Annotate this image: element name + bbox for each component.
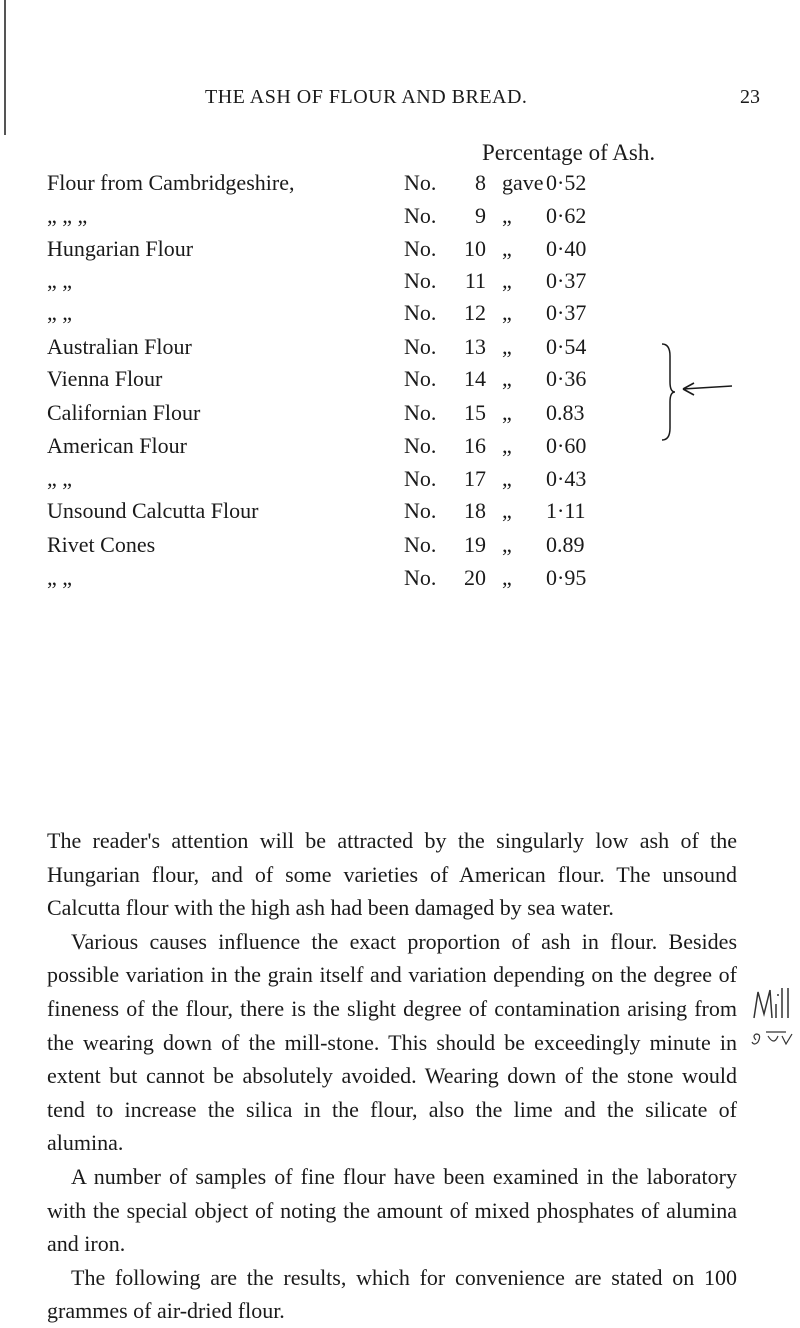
ash-percentage: 0·60 (546, 433, 587, 458)
sample-number: 8 (475, 170, 486, 195)
table-row (0, 400, 800, 434)
sample-no-label: No. (404, 268, 437, 293)
gave-label: gave (502, 170, 544, 195)
flour-name: „ „ (47, 268, 73, 293)
sample-number: 20 (464, 565, 486, 590)
paragraph: The following are the results, which for convenience are stated on 100 grammes of air-dried flour. (47, 1264, 737, 1324)
table-row (0, 433, 800, 467)
sample-no-label: No. (404, 334, 437, 359)
ash-percentage: 0·40 (546, 236, 587, 261)
flour-name: „ „ (47, 300, 73, 325)
table-column-title: Percentage of Ash. (482, 140, 656, 165)
flour-name: „ „ (47, 466, 73, 491)
flour-name: Australian Flour (47, 334, 192, 359)
table-row (0, 203, 800, 237)
gave-label: „ (502, 433, 512, 458)
ash-percentage: 0·36 (546, 366, 587, 391)
table-row (0, 268, 800, 302)
ash-percentage: 0·52 (546, 170, 587, 195)
sample-no-label: No. (404, 565, 437, 590)
handwritten-margin-note (748, 980, 800, 1060)
sample-no-label: No. (404, 498, 437, 523)
flour-name: Unsound Calcutta Flour (47, 498, 259, 523)
flour-name: „ „ (47, 565, 73, 590)
ash-percentage: 0·95 (546, 565, 587, 590)
running-head: THE ASH OF FLOUR AND BREAD. (205, 86, 528, 108)
table-row (0, 498, 800, 532)
page-number: 23 (740, 86, 760, 108)
gave-label: „ (502, 532, 512, 557)
flour-name: Flour from Cambridgeshire, (47, 170, 295, 195)
sample-no-label: No. (404, 300, 437, 325)
sample-number: 13 (464, 334, 486, 359)
table-row (0, 466, 800, 500)
sample-number: 16 (464, 433, 486, 458)
sample-number: 11 (464, 268, 486, 293)
gave-label: „ (502, 203, 512, 228)
gave-label: „ (502, 334, 512, 359)
sample-number: 17 (464, 466, 486, 491)
ash-percentage: 0·62 (546, 203, 587, 228)
sample-no-label: No. (404, 433, 437, 458)
paragraph: A number of samples of fine flour have been examined in the laboratory with the special object of noting the amount of mixed phosphates of alumina and iron. (47, 1163, 737, 1257)
sample-no-label: No. (404, 532, 437, 557)
gave-label: „ (502, 300, 512, 325)
table-row (0, 170, 800, 204)
sample-number: 14 (464, 366, 486, 391)
left-arrow-icon (680, 380, 736, 398)
table-row (0, 334, 800, 368)
flour-name: „ „ „ (47, 203, 88, 228)
table-row (0, 236, 800, 270)
sample-number: 12 (464, 300, 486, 325)
ash-percentage: 0·43 (546, 466, 587, 491)
sample-number: 10 (464, 236, 486, 261)
paragraph: Various causes influence the exact proportion of ash in flour. Besides possible variation in the grain itself and variation depending on the degree of fineness of the flour, there is the slight degree of contamination arising from the wearing down of the mill-stone. This should be exceedingly minute in extent but cannot be absolutely avoided. Wearing down of the stone would tend to increase the silica in the flour, also the lime and the silicate of alumina. (47, 928, 737, 1156)
flour-name: Hungarian Flour (47, 236, 194, 261)
table-row (0, 300, 800, 334)
sample-number: 19 (464, 532, 486, 557)
gave-label: „ (502, 466, 512, 491)
sample-no-label: No. (404, 400, 437, 425)
body-text (47, 824, 737, 1328)
gave-label: „ (502, 366, 512, 391)
flour-name: Californian Flour (47, 400, 201, 425)
sample-number: 18 (464, 498, 486, 523)
flour-name: Vienna Flour (47, 366, 163, 391)
sample-no-label: No. (404, 236, 437, 261)
ash-percentage: 0.83 (546, 400, 585, 425)
ash-percentage: 0·37 (546, 300, 587, 325)
brace-icon (660, 342, 676, 442)
flour-name: Rivet Cones (47, 532, 156, 557)
ash-percentage: 0.89 (546, 532, 585, 557)
paragraph: The reader's attention will be attracted by the singularly low ash of the Hungarian flour, and of some varieties of American flour. The unsound Calcutta flour with the high ash had been damaged by sea water. (47, 828, 737, 921)
table-row (0, 532, 800, 566)
sample-number: 15 (464, 400, 486, 425)
sample-no-label: No. (404, 170, 437, 195)
page-edge-line (4, 0, 6, 135)
ash-percentage: 0·37 (546, 268, 587, 293)
ash-percentage: 1·11 (546, 498, 586, 523)
gave-label: „ (502, 400, 512, 425)
sample-no-label: No. (404, 366, 437, 391)
gave-label: „ (502, 498, 512, 523)
flour-name: American Flour (47, 433, 187, 458)
sample-no-label: No. (404, 203, 437, 228)
gave-label: „ (502, 236, 512, 261)
ash-percentage: 0·54 (546, 334, 587, 359)
gave-label: „ (502, 268, 512, 293)
gave-label: „ (502, 565, 512, 590)
sample-no-label: No. (404, 466, 437, 491)
sample-number: 9 (475, 203, 486, 228)
table-row (0, 565, 800, 599)
